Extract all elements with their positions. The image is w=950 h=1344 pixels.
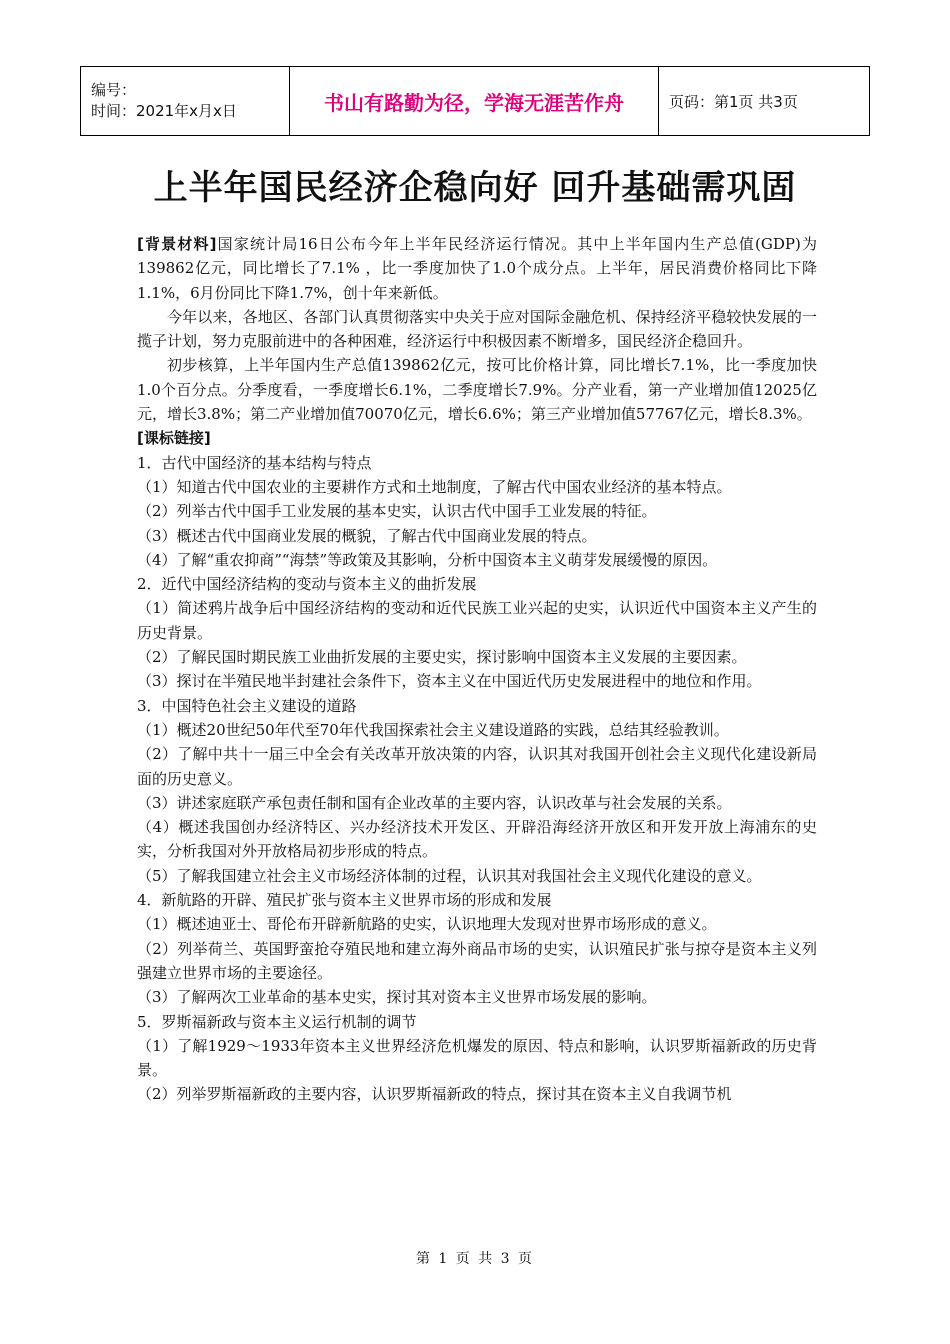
curriculum-line: （1）了解1929～1933年资本主义世界经济危机爆发的原因、特点和影响，认识罗斯福新政的历史背景。 <box>137 1036 817 1080</box>
curriculum-line: 2．近代中国经济结构的变动与资本主义的曲折发展 <box>137 575 477 594</box>
curriculum-label: [课标链接] <box>137 429 211 448</box>
curriculum-line: （2）列举罗斯福新政的主要内容，认识罗斯福新政的特点，探讨其在资本主义自我调节机 <box>137 1085 732 1104</box>
background-label: [背景材料] <box>137 235 217 253</box>
curriculum-line: （3）了解两次工业革命的基本史实，探讨其对资本主义世界市场发展的影响。 <box>137 988 657 1007</box>
curriculum-line: （4）概述我国创办经济特区、兴办经济技术开发区、开辟沿海经济开放区和开发开放上海浦东的史实，分析我国对外开放格局初步形成的特点。 <box>137 818 817 861</box>
curriculum-line: （2）了解民国时期民族工业曲折发展的主要史实，探讨影响中国资本主义发展的主要因素。 <box>137 648 747 667</box>
curriculum-list <box>137 451 817 1107</box>
curriculum-line: （2）了解中共十一届三中全会有关改革开放决策的内容，认识其对我国开创社会主义现代化建设新局面的历史意义。 <box>137 745 817 788</box>
curriculum-line: 4．新航路的开辟、殖民扩张与资本主义世界市场的形成和发展 <box>137 891 552 910</box>
curriculum-line: 1．古代中国经济的基本结构与特点 <box>137 453 372 472</box>
date-label: 时间：2021年x月x日 <box>91 102 237 120</box>
motto: 书山有路勤为径，学海无涯苦作舟 <box>290 67 659 136</box>
curriculum-line: （2）列举古代中国手工业发展的基本史实，认识古代中国手工业发展的特征。 <box>137 502 657 521</box>
curriculum-line: （3）探讨在半殖民地半封建社会条件下，资本主义在中国近代历史发展进程中的地位和作用。 <box>137 672 762 691</box>
page-footer: 第 1 页 共 3 页 <box>415 1251 535 1267</box>
curriculum-line: （2）列举荷兰、英国野蛮抢夺殖民地和建立海外商品市场的史实，认识殖民扩张与掠夺是资本主义列强建立世界市场的主要途径。 <box>137 939 817 982</box>
curriculum-line: （1）知道古代中国农业的主要耕作方式和土地制度，了解古代中国农业经济的基本特点。 <box>137 477 732 496</box>
curriculum-line: （1）概述20世纪50年代至70年代我国探索社会主义建设道路的实践，总结其经验教训。 <box>137 720 729 739</box>
background-paragraph-3: 初步核算，上半年国内生产总值139862亿元，按可比价格计算，同比增长7.1%，比一季度加快1.0个百分点。分季度看，一季度增长6.1%，二季度增长7.9%。分产业看，第一产业增加值12025亿元，增长3.8%；第二产业增加值70070亿元，增长6.6%；第三产业增加值57767亿元，增长8.3%。 <box>137 356 817 424</box>
background-text-1: 国家统计局16日公布今年上半年民经济运行情况。其中上半年国内生产总值(GDP)为139862亿元，同比增长了7.1% ，比一季度加快了1.0个成分点。上半年，居民消费价格同比下降1.1%，6月份同比下降1.7%，创十年来新低。 <box>137 235 817 302</box>
curriculum-line: （4）了解“重农抑商”“海禁”等政策及其影响，分析中国资本主义萌芽发展缓慢的原因。 <box>137 550 718 569</box>
curriculum-line: （1）简述鸦片战争后中国经济结构的变动和近代民族工业兴起的史实，认识近代中国资本主义产生的历史背景。 <box>137 599 817 642</box>
header-meta-cell <box>81 67 290 136</box>
document-title: 上半年国民经济企稳向好 回升基础需巩固 <box>153 168 797 208</box>
curriculum-line: （5）了解我国建立社会主义市场经济体制的过程，认识其对我国社会主义现代化建设的意义。 <box>137 866 762 885</box>
curriculum-line: （3）讲述家庭联产承包责任制和国有企业改革的主要内容，认识改革与社会发展的关系。 <box>137 793 732 812</box>
header-table <box>80 66 870 136</box>
curriculum-line: （1）概述迪亚士、哥伦布开辟新航路的史实，认识地理大发现对世界市场形成的意义。 <box>137 915 717 934</box>
curriculum-line: 3．中国特色社会主义建设的道路 <box>137 696 357 715</box>
curriculum-line: （3）概述古代中国商业发展的概貌，了解古代中国商业发展的特点。 <box>137 526 597 545</box>
curriculum-line: 5．罗斯福新政与资本主义运行机制的调节 <box>137 1012 417 1031</box>
background-paragraph-1 <box>137 232 817 305</box>
page-info: 页码：第1页 共3页 <box>659 67 870 136</box>
background-paragraph-2: 今年以来，各地区、各部门认真贯彻落实中央关于应对国际金融危机、保持经济平稳较快发展的一揽子计划，努力克服前进中的各种困难，经济运行中积极因素不断增多，国民经济企稳回升。 <box>137 307 817 351</box>
document-body <box>137 232 817 1107</box>
number-label: 编号： <box>91 81 137 99</box>
